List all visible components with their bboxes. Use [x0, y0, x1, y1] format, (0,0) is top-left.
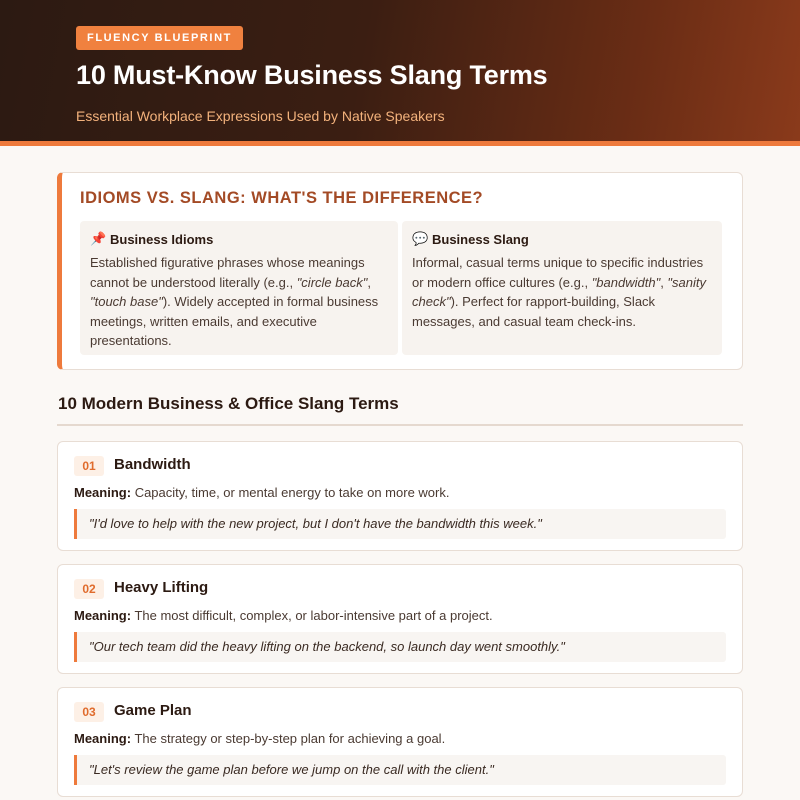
term-number: 02 — [74, 579, 104, 599]
slang-column — [402, 221, 722, 355]
idioms-heading — [90, 231, 388, 247]
idioms-example-term: "touch base" — [90, 294, 163, 309]
term-meaning — [74, 608, 493, 623]
term-example: "Let's review the game plan before we jump on the call with the client." — [74, 755, 726, 785]
term-card — [57, 687, 743, 797]
term-example: "I'd love to help with the new project, but I don't have the bandwidth this week." — [74, 509, 726, 539]
slang-text-part: Informal, casual terms unique to specific industries or modern office cultures (e.g., — [412, 255, 704, 290]
term-name: Heavy Lifting — [114, 579, 209, 596]
terms-section-heading: 10 Modern Business & Office Slang Terms — [58, 394, 399, 413]
term-name: Bandwidth — [114, 456, 191, 473]
idioms-description — [90, 253, 388, 351]
meaning-label: Meaning: — [74, 485, 132, 500]
pushpin-icon: 📌 — [90, 231, 107, 246]
term-example: "Our tech team did the heavy lifting on the backend, so launch day went smoothly." — [74, 632, 726, 662]
brand-badge: FLUENCY BLUEPRINT — [76, 26, 243, 50]
meaning-text: Capacity, time, or mental energy to take on more work. — [134, 485, 450, 500]
slang-example-term: "bandwidth" — [591, 274, 661, 290]
idioms-vs-slang-card — [57, 172, 743, 370]
page-subtitle: Essential Workplace Expressions Used by Native Speakers — [76, 108, 445, 124]
page-title: 10 Must-Know Business Slang Terms — [76, 60, 548, 90]
speech-bubble-icon: 💬 — [412, 231, 429, 246]
term-card — [57, 564, 743, 674]
meaning-label: Meaning: — [74, 608, 132, 623]
idioms-text-part: Established figurative phrases whose meanings cannot be understood literally (e.g., — [90, 255, 365, 290]
slang-text-part: , — [660, 274, 668, 290]
meaning-text: The most difficult, complex, or labor-intensive part of a project. — [134, 608, 493, 623]
term-number: 03 — [74, 702, 104, 722]
idioms-text-part: ). Widely accepted in formal business meetings, written emails, and executive presentations. — [90, 294, 379, 348]
slang-example-term: "sanity check" — [412, 274, 706, 309]
term-card — [57, 441, 743, 551]
idioms-heading-label: Business Idioms — [110, 231, 214, 247]
idioms-text-part: , — [367, 274, 371, 290]
comparison-title: IDIOMS VS. SLANG: WHAT'S THE DIFFERENCE? — [80, 189, 484, 207]
idioms-example-term: "circle back" — [296, 274, 368, 290]
slang-heading-label: Business Slang — [432, 231, 529, 247]
term-number: 01 — [74, 456, 104, 476]
term-name: Game Plan — [114, 702, 192, 719]
hero-banner — [0, 0, 800, 146]
term-meaning — [74, 731, 445, 746]
slang-heading — [412, 231, 712, 247]
slang-description — [412, 253, 712, 331]
meaning-text: The strategy or step-by-step plan for achieving a goal. — [134, 731, 446, 746]
slang-text-part: ). Perfect for rapport-building, Slack messages, and casual team check-ins. — [412, 294, 656, 329]
idioms-column — [80, 221, 398, 355]
meaning-label: Meaning: — [74, 731, 132, 746]
section-divider — [57, 424, 743, 426]
term-meaning — [74, 485, 449, 500]
